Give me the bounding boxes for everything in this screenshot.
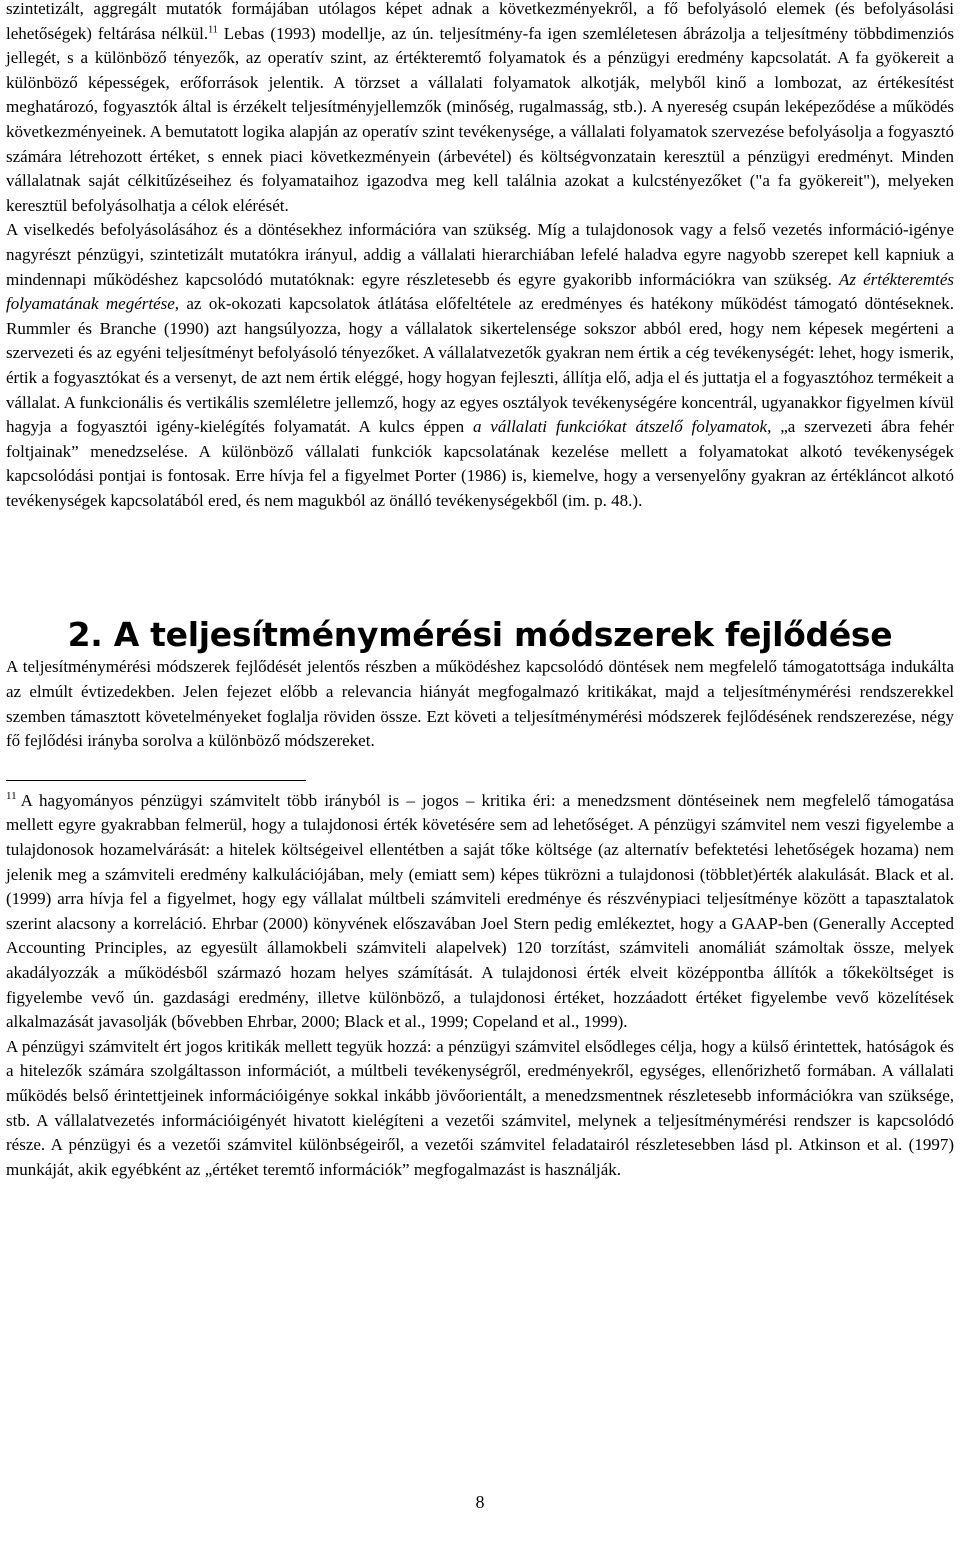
- text-run: , az ok-okozati kapcsolatok átlátása előfeltétele az eredményes és hatékony működést támogató döntéseknek. Rummler és Branche (1990) azt hangsúlyozza, hogy a vállalatok sikertelensége sokszor abból ered, hogy nem képesek megérteni a szervezeti és az egyéni teljesítményt befolyásoló tényezőket. A vállalatvezetők gyakran nem értik a cég tevékenységét: lehet, hogy ismerik, értik a fogyasztókat és a versenyt, de azt nem értik eléggé, hogy hogyan fejleszti, állítja elő, adja el és juttatja el a fogyasztóhoz termékeit a vállalat. A funkcionális és vertikális szemléletre jellemző, hogy az egyes osztályok tevékenységére koncentrál, ugyanakkor figyelmen kívül hagyja a fogyasztói igény-kielégítés folyamatát. A kulcs éppen: [6, 294, 954, 437]
- text-run: „a szervezeti ábra fehér foltjainak” menedzselése. A különböző vállalati funkciók kapcsolatának kezelése mellett a folyamatokat alkotó tevékenységek kapcsolódási pontjai is fontosak. Erre hívja fel a figyelmet Porter (1986) is, kiemelve, hogy a versenyelőny gyakran az értékláncot alkotó tevékenységek kapcsolatából ered, és nem magukból az önálló tevékenységekből (im. p. 48.).: [6, 417, 954, 510]
- body-text: [6, 0, 954, 513]
- emphasized-text: Az értékteremtés folyamatának megértése: [6, 269, 955, 314]
- footnote-separator: [6, 780, 306, 781]
- section-intro-paragraph: A teljesítménymérési módszerek fejlődését jelentős részben a működéshez kapcsolódó döntések nem megfelelő támogatottsága indukálta az elmúlt évtizedekben. Jelen fejezet előbb a relevancia hiányát megfogalmazó kritikákat, majd a teljesítménymérési rendszerekkel szemben támasztott követelményeket foglalja röviden össze. Ezt követi a teljesítménymérési módszerek fejlődésének rendszerezése, négy fő fejlődési irányba sorolva a különböző módszereket.: [6, 657, 954, 751]
- body-paragraph: [6, 0, 954, 218]
- footnote: [6, 789, 954, 1183]
- text-run: szintetizált, aggregált mutatók formájában utólagos képet adnak a következményekről, a fő befolyásoló elemek (és befolyásolási lehetőségek) feltárása nélkül.: [6, 0, 954, 43]
- document-page: [6, 0, 954, 1182]
- footnote-number: 11: [6, 790, 17, 803]
- footnote-reference: 11: [208, 23, 218, 35]
- text-run: A viselkedés befolyásolásához és a döntésekhez információra van szükség. Míg a tulajdonosok vagy a felső vezetés információ-igénye nagyrészt pénzügyi, szintetizált mutatókra irányul, addig a vállalati hierarchiában lefelé haladva egyre nagyobb szerepet kell kapniuk a mindennapi működéshez kapcsolódó mutatóknak: egyre részletesebb és egyre gyakoribb információkra van szükség.: [6, 220, 954, 289]
- footnote-paragraph: A pénzügyi számvitelt ért jogos kritikák mellett tegyük hozzá: a pénzügyi számvitel elsődleges célja, hogy a külső érintettek, hatóságok és a hitelezők számára szolgáltasson információt, a múltbeli tevékenységről, eredményekről, egységes, ellenőrizhető formában. A vállalati működés belső érintettjeinek információigénye sokkal inkább jövőorientált, a menedzsmentnek részletesebb információkra van szüksége, stb. A vállalatvezetés információigényét hivatott kielégíteni a vezetői számvitel, melynek a teljesítménymérési rendszer is kapcsolódó része. A pénzügyi és a vezetői számvitel különbségeiről, a vezetői számvitel feladatairól részletesebben lásd pl. Atkinson et al. (1997) munkáját, akik egyébként az „értéket teremtő információk” megfogalmazást is használják.: [6, 1036, 954, 1179]
- text-run: Lebas (1993) modellje, az ún. teljesítmény-fa igen szemléletesen ábrázolja a teljesítmény többdimenziós jellegét, s a különböző tényezők, az operatív szint, az értékteremtő folyamatok és a pénzügyi eredmény kapcsolatát. A fa gyökereit a különböző képességek, erőforrások jelentik. A törzset a vállalati folyamatok alkotják, melyből kinő a lombozat, az értékesítést meghatározó, fogyasztók által is érzékelt teljesítményjellemzők (minőség, rugalmasság, stb.). A nyereség csupán leképeződése a működés következményeinek. A bemutatott logika alapján az operatív szint tevékenysége, a vállalati folyamatok szervezése befolyásolja a fogyasztó számára létrehozott értéket, s ennek piaci következményein (árbevétel) és költségvonzatain keresztül a pénzügyi eredményt. Minden vállalatnak saját célkitűzéseihez és folyamataihoz igazodva meg kell találnia azokat a kulcstényezőket ("a fa gyökereit"), melyeken keresztül befolyásolhatja a célok elérését.: [6, 23, 955, 215]
- body-paragraph: [6, 218, 954, 513]
- section-heading: 2. A teljesítménymérési módszerek fejlődése: [67, 615, 893, 655]
- emphasized-text: a vállalati funkciókat átszelő folyamatok,: [472, 417, 772, 437]
- page-number: 8: [475, 1492, 485, 1512]
- footnote-paragraph: [6, 789, 954, 1035]
- footnote-text: A hagyományos pénzügyi számvitelt több irányból is – jogos – kritika éri: a menedzsment döntéseinek nem megfelelő támogatása mellett egyre gyakrabban felmerül, hogy a tulajdonosi érték követésére sem ad lehetőséget. A pénzügyi számvitel nem veszi figyelembe a tulajdonosok hozamelvárását: a hitelek költségeivel ellentétben a saját tőke költsége (az alternatív befektetési lehetőségek hozama) nem jelenik meg a számviteli eredmény kalkulációjában, mely (emiatt sem) képes tükrözni a tulajdonosi (többlet)érték alakulását. Black et al. (1999) arra hívja fel a figyelmet, hogy egy vállalat múltbeli számviteli eredménye és részvénypiaci teljesítménye között a tapasztalatok szerint alacsony a korreláció. Ehrbar (2000) könyvének előszavában Joel Stern pedig emlékeztet, hogy a GAAP-ben (Generally Accepted Accounting Principles, az egyesült államokbeli számviteli alapelvek) 120 torzítást, számviteli anomáliát számoltak össze, melyek akadályozzák a működésből származó hozam helyes számítását. A tulajdonosi érték elveit középpontba állítók a tőkeköltséget is figyelembe vevő ún. gazdasági eredmény, illetve különböző, a tulajdonosi értéket, hozzáadott értéket figyelembe vevő közelítések alkalmazását javasolják (bővebben Ehrbar, 2000; Black et al., 1999; Copeland et al., 1999).: [6, 790, 954, 1032]
